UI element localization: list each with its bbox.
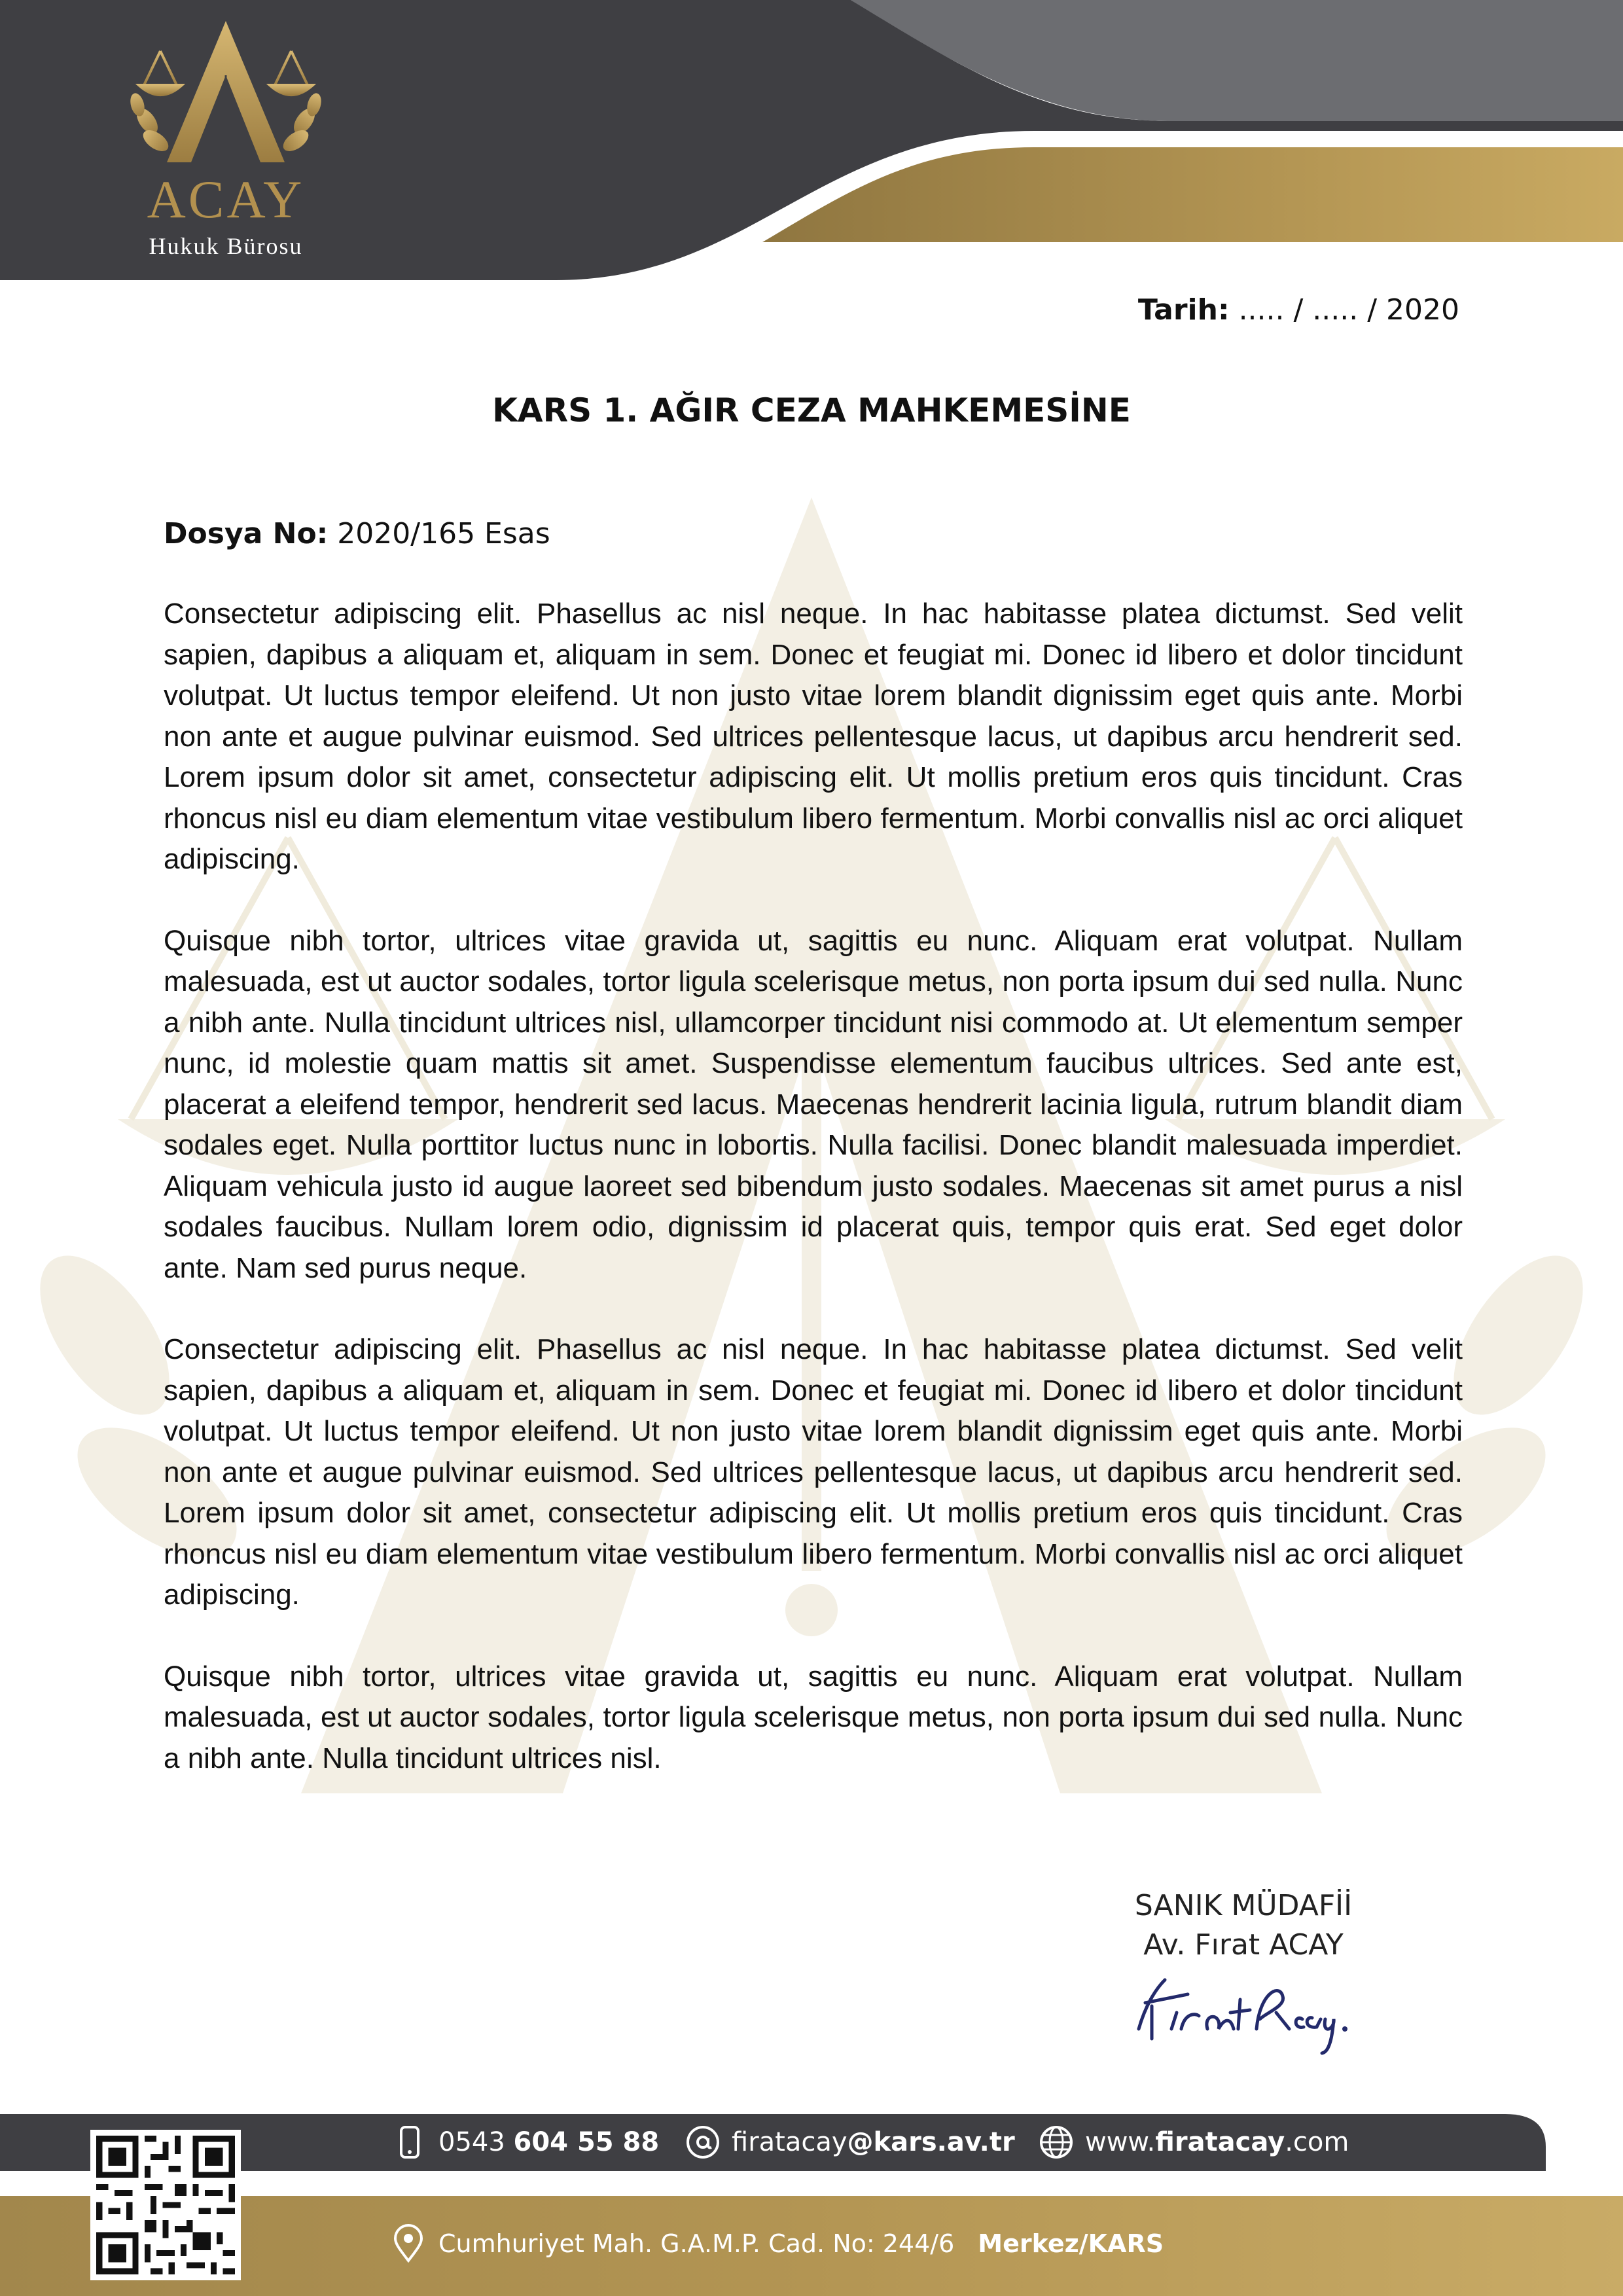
footer-website[interactable]	[1038, 2116, 1349, 2168]
website-domain: firatacay	[1155, 2127, 1285, 2157]
email-domain: @kars.av.tr	[847, 2127, 1015, 2157]
at-icon	[685, 2124, 721, 2161]
phone-icon	[391, 2124, 428, 2161]
date-label: Tarih:	[1137, 293, 1230, 327]
website-prefix: www.	[1085, 2127, 1156, 2157]
phone-prefix: 0543	[438, 2127, 514, 2157]
letter-body	[164, 594, 1463, 1820]
file-number-value: 2020/165 Esas	[337, 517, 550, 550]
date-value: ..... / ..... / 2020	[1238, 293, 1459, 327]
body-paragraph: Quisque nibh tortor, ultrices vitae gravida ut, sagittis eu nunc. Aliquam erat volutpat. Nullam malesuada, est ut auctor sodales, tortor ligula scelerisque metus, non porta ipsum dui sed nulla. Nunc a nibh ante. Nulla tincidunt ultrices nisl, ullamcorper tincidunt nisi commodo at. Ut elementum semper nunc, id molestie quam mattis sit amet. Suspendisse elementum faucibus ultrices. Sed ante est, placerat a eleifend tempor, hendrerit sed lacus. Maecenas hendrerit lacinia ligula, rutrum blandit diam sodales eget. Nulla porttitor luctus nunc in lobortis. Nulla facilisi. Donec blandit malesuada imperdiet. Aliquam vehicula justo id augue laoreet sed bibendum justo sodales. Maecenas sit amet purus a nisl sodales faucibus. Nullam lorem odio, dignissim id placerat quis, tempor quis erat. Sed eget dolor ante. Nam sed purus neque.	[164, 924, 1463, 1284]
website-suffix: .com	[1285, 2127, 1349, 2157]
footer-phone[interactable]	[391, 2116, 659, 2168]
globe-icon	[1038, 2124, 1075, 2161]
qr-code[interactable]	[90, 2130, 241, 2280]
file-number-label: Dosya No:	[164, 517, 329, 550]
firm-subtitle: Hukuk Bürosu	[149, 233, 303, 259]
firm-name: ACAY	[147, 170, 305, 229]
body-paragraph: Consectetur adipiscing elit. Phasellus ac nisl neque. In hac habitasse platea dictumst. Sed velit sapien, dapibus a aliquam et, aliquam in sem. Donec et feugiat mi. Donec id libero et dolor tincidunt volutpat. Ut luctus tempor eleifend. Ut non justo vitae lorem blandit dignissim eget quis ante. Morbi non ante et augue pulvinar euismod. Sed ultrices pellentesque lacus, ut dapibus arcu hendrerit sed. Lorem ipsum dolor sit amet, consectetur adipiscing elit. Ut mollis pretium eros quis tincidunt. Cras rhoncus nisl eu diam elementum vitae vestibulum libero fermentum. Morbi convallis nisl ac orci aliquet adipiscing.	[164, 1333, 1463, 1611]
body-paragraph: Consectetur adipiscing elit. Phasellus ac nisl neque. In hac habitasse platea dictumst. Sed velit sapien, dapibus a aliquam et, aliquam in sem. Donec et feugiat mi. Donec id libero et dolor tincidunt volutpat. Ut luctus tempor eleifend. Ut non justo vitae lorem blandit dignissim eget quis ante. Morbi non ante et augue pulvinar euismod. Sed ultrices pellentesque lacus, ut dapibus arcu hendrerit sed. Lorem ipsum dolor sit amet, consectetur adipiscing elit. Ut mollis pretium eros quis tincidunt. Cras rhoncus nisl eu diam elementum vitae vestibulum libero fermentum. Morbi convallis nisl ac orci aliquet adipiscing.	[164, 598, 1463, 875]
email-user: firatacay	[732, 2127, 847, 2157]
signer-role: SANIK MÜDAFİİ	[1134, 1889, 1353, 1922]
phone-number: 604 55 88	[513, 2127, 660, 2157]
address-text: Cumhuriyet Mah. G.A.M.P. Cad. No: 244/6	[438, 2229, 955, 2258]
file-number	[164, 517, 550, 550]
body-paragraph: Quisque nibh tortor, ultrices vitae gravida ut, sagittis eu nunc. Aliquam erat volutpat. Nullam malesuada, est ut auctor sodales, tortor ligula scelerisque metus, non porta ipsum dui sed nulla. Nunc a nibh ante. Nulla tincidunt ultrices nisl.	[164, 1660, 1463, 1774]
footer-email[interactable]	[685, 2116, 1015, 2168]
signer-name: Av. Fırat ACAY	[1143, 1928, 1344, 1962]
address-city: Merkez/KARS	[978, 2229, 1164, 2258]
handwritten-signature	[1126, 1967, 1374, 2058]
court-title: KARS 1. AĞIR CEZA MAHKEMESİNE	[492, 391, 1131, 429]
location-pin-icon	[391, 2224, 425, 2263]
footer-address	[391, 2217, 1164, 2270]
date-line	[1138, 293, 1459, 327]
signature-block	[1047, 1886, 1440, 1965]
